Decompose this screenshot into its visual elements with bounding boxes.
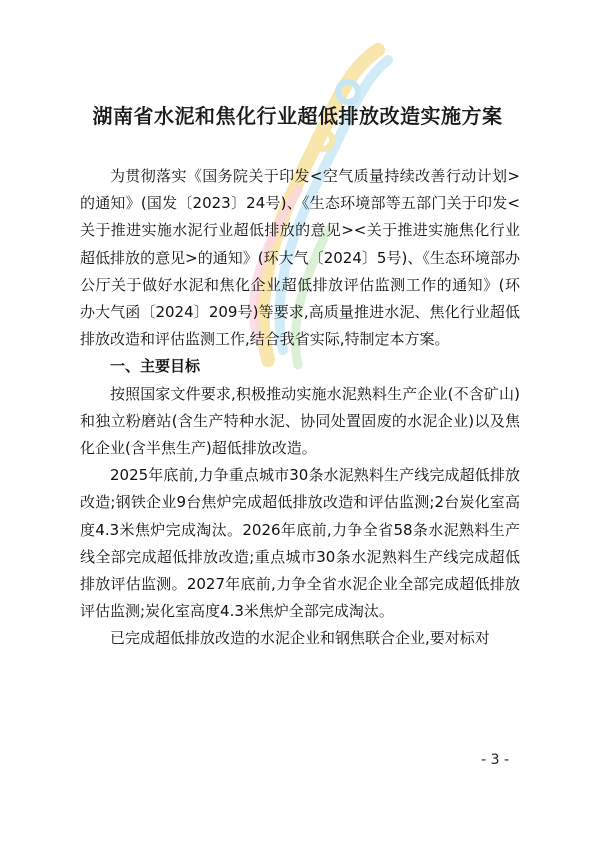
page-number: - 3 - (481, 752, 509, 768)
body-paragraph: 2025年底前,力争重点城市30条水泥熟料生产线完成超低排放改造;钢铁企业9台焦炉完成超低排放改造和评估监测;2台炭化室高度4.3米焦炉完成淘汰。2026年底前,力争全省58条水泥熟料生产线全部完成超低排放改造;重点城市30条水泥熟料生产线完成超低排放评估监测。2027年底前,力争全省水泥企业全部完成超低排放评估监测;炭化室高度4.3米焦炉全部完成淘汰。 (80, 466, 520, 621)
intro-paragraph: 为贯彻落实《国务院关于印发<空气质量持续改善行动计划>的通知》(国发〔2023〕24号)、《生态环境部等五部门关于印发<关于推进实施水泥行业超低排放的意见><关于推进实施焦化行业超低排放的意见>的通知》(环大气〔2024〕5号)、《生态环境部办公厅关于做好水泥和焦化企业超低排放评估监测工作的通知》(环办大气函〔2024〕209号)等要求,高质量推进水泥、焦化行业超低排放改造和评估监测工作,结合我省实际,特制定本方案。 (80, 167, 520, 349)
section-heading: 一、主要目标 (110, 357, 201, 376)
document-title: 湖南省水泥和焦化行业超低排放改造实施方案 (92, 104, 503, 128)
body-paragraph: 按照国家文件要求,积极推动实施水泥熟料生产企业(不含矿山)和独立粉磨站(含生产特种水泥、协同处置固废的水泥企业)以及焦化企业(含半焦生产)超低排放改造。 (80, 384, 520, 458)
document-body (80, 163, 520, 653)
body-paragraph: 已完成超低排放改造的水泥企业和钢焦联合企业,要对标对 (110, 629, 490, 648)
